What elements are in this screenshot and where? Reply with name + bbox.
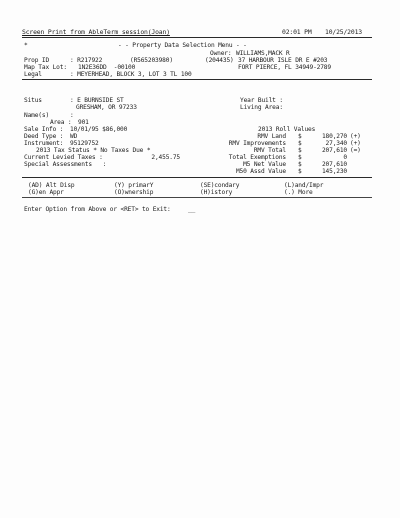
option-alt-disp[interactable]: (AD) Alt Disp [28, 182, 75, 189]
situs-line2: GRESHAM, OR 97233 [76, 104, 137, 111]
owner-city: FORT PIERCE, FL 34949-2789 [238, 64, 331, 71]
menu-title: - - Property Data Selection Menu - - [118, 42, 247, 49]
roll-row-value: 27,340 [325, 140, 347, 147]
names-value: : [70, 112, 74, 119]
option-primary[interactable]: (Y) primarY [114, 182, 154, 189]
deed-type-label: Deed Type : [24, 133, 64, 140]
roll-row-label: RMV Total [253, 147, 286, 154]
prop-id-label: Prop ID [24, 57, 50, 64]
section-rule-1 [22, 79, 372, 80]
year-built-label: Year Built : [240, 97, 283, 104]
map-tax-lot-label: Map Tax Lot: [24, 64, 67, 71]
roll-row-flag: (=) [350, 147, 361, 154]
roll-row-value: 0 [343, 154, 347, 161]
area-label: Area : [50, 119, 72, 126]
sale-info-label: Sale Info : [24, 126, 64, 133]
section-rule-2 [22, 177, 372, 178]
roll-row-currency: $ [298, 154, 302, 161]
roll-row-currency: $ [298, 147, 302, 154]
session-title: Screen Print from AbleTerm session(Joan) [22, 28, 170, 36]
option-ownership[interactable]: (O)wnership [114, 189, 154, 196]
living-area-label: Living Area: [240, 104, 283, 111]
roll-row-label: RMV Land [257, 133, 286, 140]
roll-row-value: 180,270 [321, 133, 347, 140]
prop-id-value: : R217922 [70, 57, 103, 64]
owner-code: (204435) [205, 57, 234, 64]
instrument-value: 95129752 [70, 140, 99, 147]
situs-label: Situs [24, 97, 42, 104]
map-tax-lot-value: 1N2E36DD -00100 [78, 64, 136, 71]
area-value: 901 [78, 119, 89, 126]
roll-row-label: Total Exemptions [228, 154, 286, 161]
command-prompt: Enter Option from Above or <RET> to Exit: [24, 206, 171, 213]
menu-marker: * [24, 42, 28, 49]
roll-row-label: M5 Net Value [243, 161, 286, 168]
names-label: Name(s) [24, 112, 50, 119]
roll-row-label: RMV Improvements [228, 140, 286, 147]
header-rule [22, 37, 372, 38]
roll-row-value: 207,610 [321, 161, 347, 168]
option-secondary[interactable]: (SE)condary [200, 182, 240, 189]
option-more[interactable]: (.) More [284, 189, 313, 196]
option-land-impr[interactable]: (L)and/Impr [284, 182, 324, 189]
situs-line1: : E BURNSIDE ST [70, 97, 124, 104]
sale-info-value: 10/01/95 $86,000 [70, 126, 128, 133]
owner-label: Owner: [210, 50, 232, 57]
owner-name: WILLIAMS,MACK R [236, 50, 290, 57]
roll-row-currency: $ [298, 140, 302, 147]
roll-row-value: 145,230 [321, 168, 347, 175]
roll-row-flag: (+) [350, 140, 361, 147]
current-taxes-label: Current Levied Taxes : [24, 154, 103, 161]
option-history[interactable]: (H)istory [200, 189, 233, 196]
roll-values-title: 2013 Roll Values [258, 126, 316, 133]
roll-row-label: M50 Assd Value [235, 168, 286, 175]
current-taxes-value: 2,455.75 [151, 154, 180, 161]
instrument-label: Instrument: [24, 140, 64, 147]
header-time: 02:01 PM [282, 28, 312, 36]
prop-code: (R565203980) [130, 57, 173, 64]
prompt-cursor[interactable]: __ [188, 206, 196, 213]
roll-row-value: 207,610 [321, 147, 347, 154]
deed-type-value: WD [70, 133, 78, 140]
tax-status: 2013 Tax Status * No Taxes Due * [36, 147, 151, 154]
roll-row-currency: $ [298, 133, 302, 140]
section-rule-3 [22, 197, 372, 198]
owner-street: 37 HARBOUR ISLE DR E #203 [238, 57, 328, 64]
special-assessments-label: Special Assessments : [24, 161, 107, 168]
roll-row-flag: (+) [350, 133, 361, 140]
legal-value: : MEYERHEAD, BLOCK 3, LOT 3 TL 100 [70, 71, 192, 78]
roll-row-currency: $ [298, 168, 302, 175]
header-date: 10/25/2013 [325, 28, 362, 36]
option-gen-appr[interactable]: (G)en Appr [28, 189, 64, 196]
roll-row-currency: $ [298, 161, 302, 168]
legal-label: Legal [24, 71, 42, 78]
